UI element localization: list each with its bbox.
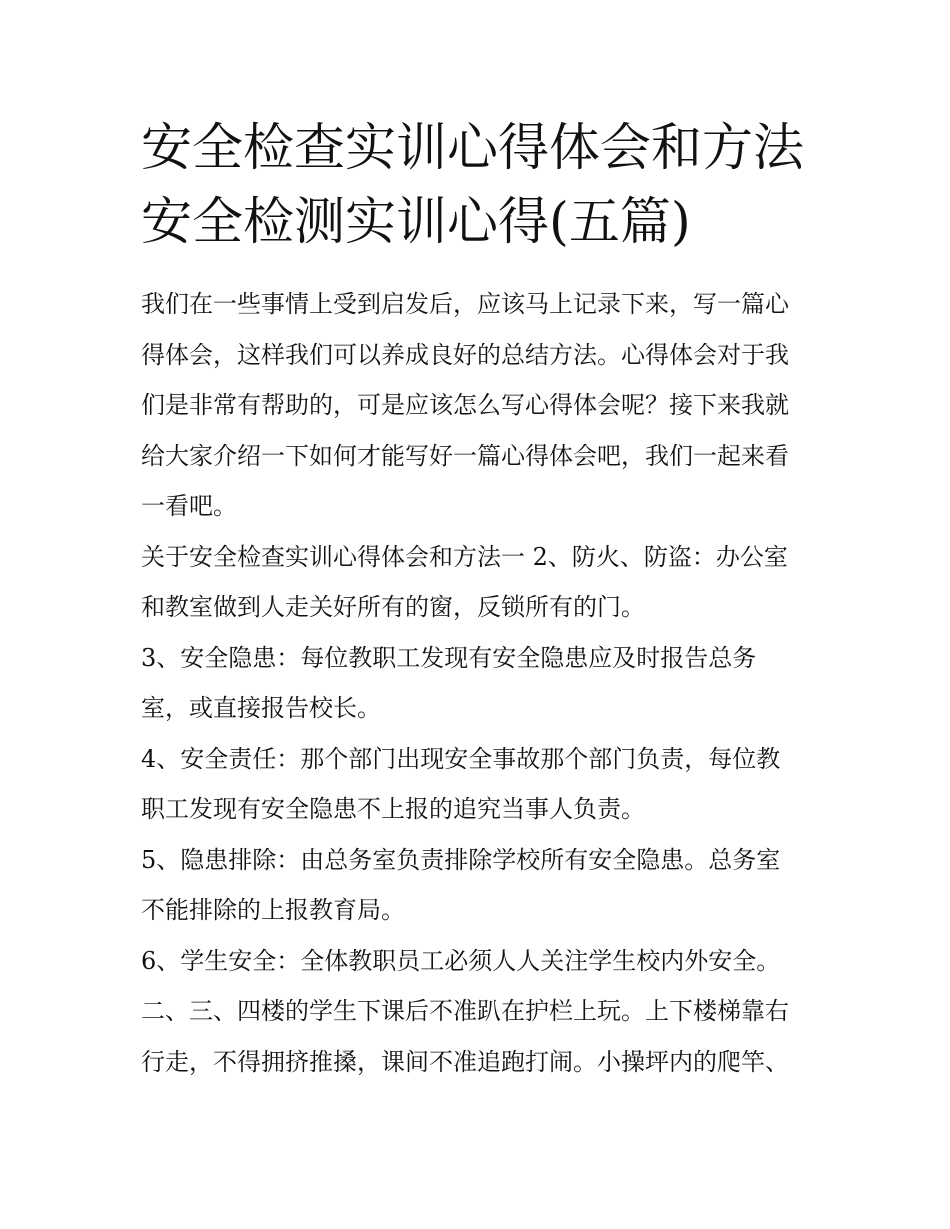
text-line: 室，或直接报告校长。 [141, 694, 381, 722]
section-paragraph-student-safety [141, 936, 821, 987]
document-page [141, 112, 821, 1087]
text-line: 我们在一些事情上受到启发后，应该马上记录下来，写一篇心 [141, 290, 789, 318]
text-line: 二、三、四楼的学生下课后不准趴在护栏上玩。上下楼梯靠右 [141, 997, 789, 1025]
text-line: 和教室做到人走关好所有的窗，反锁所有的门。 [141, 593, 645, 621]
text-line: 6、学生安全：全体教职员工必须人人关注学生校内外安全。 [141, 946, 781, 975]
text-line: 关于安全检查实训心得体会和方法一 2、防火、防盗：办公室 [141, 542, 788, 571]
section-paragraph-hazards [141, 633, 821, 734]
text-line: 一看吧。 [141, 492, 237, 520]
intro-paragraph [141, 279, 821, 532]
section-paragraph-fire-theft [141, 532, 821, 633]
text-line: 不能排除的上报教育局。 [141, 896, 405, 924]
text-line: 3、安全隐患：每位教职工发现有安全隐患应及时报告总务 [141, 643, 757, 672]
title-line-1: 安全检查实训心得体会和方法 [141, 119, 805, 178]
document-title [141, 112, 821, 260]
text-line: 们是非常有帮助的，可是应该怎么写心得体会呢？接下来我就 [141, 391, 789, 419]
text-line: 4、安全责任：那个部门出现安全事故那个部门负责，每位教 [141, 744, 781, 773]
section-paragraph-responsibility [141, 734, 821, 835]
text-line: 给大家介绍一下如何才能写好一篇心得体会吧，我们一起来看 [141, 441, 789, 470]
text-line: 职工发现有安全隐患不上报的追究当事人负责。 [141, 795, 645, 823]
text-line: 5、隐患排除：由总务室负责排除学校所有安全隐患。总务室 [141, 845, 781, 874]
section-paragraph-hazard-removal [141, 835, 821, 936]
title-line-2: 安全检测实训心得(五篇) [141, 193, 691, 252]
text-line: 行走，不得拥挤推搡，课间不准追跑打闹。小操坪内的爬竿、 [141, 1047, 789, 1076]
text-line: 得体会，这样我们可以养成良好的总结方法。心得体会对于我 [141, 340, 789, 369]
section-paragraph-floor-rules [141, 986, 821, 1087]
